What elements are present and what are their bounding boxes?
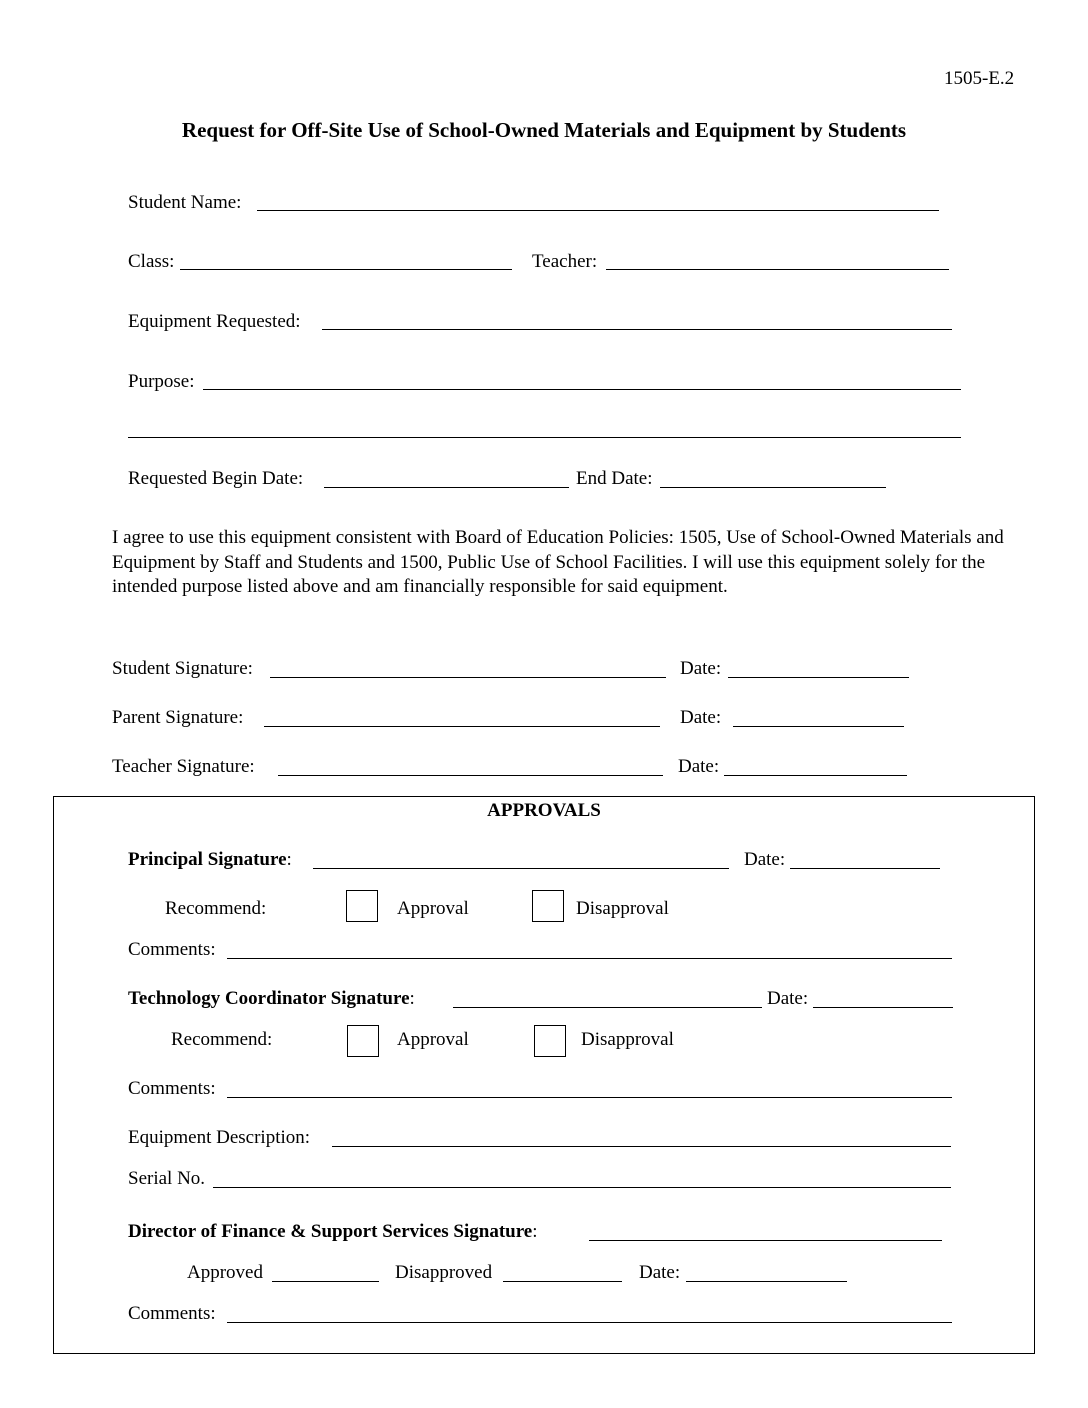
form-title: Request for Off-Site Use of School-Owned Materials and Equipment by Students	[181, 118, 907, 142]
student-date-field[interactable]	[728, 677, 909, 678]
purpose-field-line-2[interactable]	[128, 437, 961, 438]
parent-signature-label: Parent Signature:	[112, 707, 244, 728]
technology-recommend-label: Recommend:	[171, 1029, 273, 1050]
end-date-field[interactable]	[660, 487, 886, 488]
parent-signature-field[interactable]	[264, 726, 660, 727]
student-signature-label: Student Signature:	[112, 658, 253, 679]
principal-approval-checkbox[interactable]	[346, 890, 378, 922]
finance-comments-label: Comments:	[128, 1303, 216, 1324]
principal-recommend-label: Recommend:	[165, 898, 267, 919]
teacher-signature-label: Teacher Signature:	[112, 756, 255, 777]
technology-comments-label: Comments:	[128, 1078, 216, 1099]
finance-signature-field[interactable]	[589, 1240, 942, 1241]
purpose-field[interactable]	[203, 389, 961, 390]
class-field[interactable]	[180, 269, 512, 270]
begin-date-field[interactable]	[324, 487, 569, 488]
class-label: Class:	[128, 251, 175, 272]
technology-comments-field[interactable]	[227, 1097, 952, 1098]
finance-date-field[interactable]	[686, 1281, 847, 1282]
parent-date-field[interactable]	[733, 726, 904, 727]
begin-date-label: Requested Begin Date:	[128, 468, 304, 489]
teacher-field[interactable]	[606, 269, 949, 270]
finance-comments-field[interactable]	[227, 1322, 952, 1323]
equipment-description-label: Equipment Description:	[128, 1127, 311, 1148]
principal-comments-label: Comments:	[128, 939, 216, 960]
principal-disapproval-label: Disapproval	[576, 898, 669, 919]
finance-signature-label: Director of Finance & Support Services Signature:	[128, 1221, 538, 1242]
principal-disapproval-checkbox[interactable]	[532, 890, 564, 922]
student-signature-field[interactable]	[270, 677, 666, 678]
technology-approval-label: Approval	[397, 1029, 469, 1050]
technology-signature-label: Technology Coordinator Signature:	[128, 988, 415, 1009]
equipment-requested-label: Equipment Requested:	[128, 311, 301, 332]
serial-number-label: Serial No.	[128, 1168, 206, 1189]
principal-comments-field[interactable]	[227, 958, 952, 959]
technology-approval-checkbox[interactable]	[347, 1025, 379, 1057]
teacher-label: Teacher:	[532, 251, 598, 272]
finance-disapproved-label: Disapproved	[395, 1262, 493, 1283]
form-number: 1505-E.2	[944, 68, 1015, 89]
student-name-label: Student Name:	[128, 192, 242, 213]
finance-approved-field[interactable]	[272, 1281, 379, 1282]
technology-date-label: Date:	[767, 988, 809, 1009]
equipment-description-field[interactable]	[332, 1146, 951, 1147]
teacher-date-label: Date:	[678, 756, 720, 777]
finance-date-label: Date:	[639, 1262, 681, 1283]
parent-date-label: Date:	[680, 707, 722, 728]
student-name-field[interactable]	[257, 210, 939, 211]
technology-date-field[interactable]	[813, 1007, 953, 1008]
student-date-label: Date:	[680, 658, 722, 679]
teacher-signature-field[interactable]	[278, 775, 663, 776]
technology-disapproval-checkbox[interactable]	[534, 1025, 566, 1057]
teacher-date-field[interactable]	[724, 775, 907, 776]
equipment-requested-field[interactable]	[322, 329, 952, 330]
agreement-paragraph: I agree to use this equipment consistent with Board of Education Policies: 1505, Use of School-Owned Materials and Equipment by Staff and Students and 1500, Public Use of School Facilities. I will use this equipment solely for the intended purpose listed above and am financially responsible for said equipment.	[112, 527, 1004, 597]
principal-date-field[interactable]	[790, 868, 940, 869]
principal-signature-label: Principal Signature:	[128, 849, 292, 870]
finance-approved-label: Approved	[187, 1262, 263, 1283]
approvals-heading: APPROVALS	[487, 800, 601, 821]
serial-number-field[interactable]	[213, 1187, 951, 1188]
finance-disapproved-field[interactable]	[503, 1281, 622, 1282]
principal-signature-field[interactable]	[313, 868, 729, 869]
technology-signature-field[interactable]	[453, 1007, 762, 1008]
principal-approval-label: Approval	[397, 898, 469, 919]
technology-disapproval-label: Disapproval	[581, 1029, 674, 1050]
end-date-label: End Date:	[576, 468, 653, 489]
purpose-label: Purpose:	[128, 371, 195, 392]
principal-date-label: Date:	[744, 849, 786, 870]
